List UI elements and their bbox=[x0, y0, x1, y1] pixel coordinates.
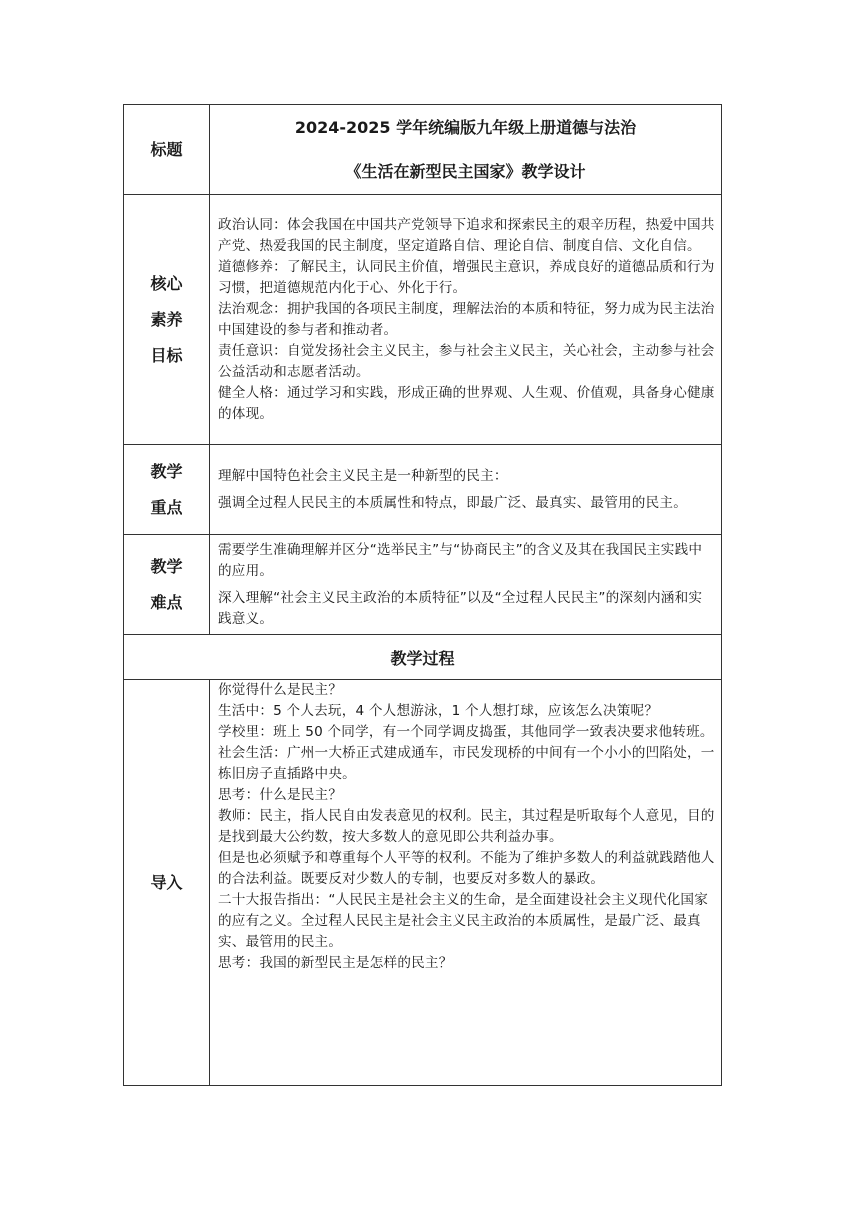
intro-think-1: 思考：什么是民主？ bbox=[218, 787, 343, 803]
title-line-1: 2024-2025 学年统编版九年级上册道德与法治 bbox=[294, 117, 637, 137]
intro-school-example: 学校里：班上 50 个同学，有一个同学调皮捣蛋，其他同学一致表决要求他转班。 bbox=[218, 724, 714, 740]
title-row bbox=[124, 105, 722, 195]
goal-personality: 健全人格：通过学习和实践，形成正确的世界观、人生观、价值观，具备身心健康的体现。 bbox=[218, 384, 715, 422]
difficulties-row bbox=[124, 535, 722, 635]
goal-responsibility: 责任意识：自觉发扬社会主义民主，参与社会主义民主，关心社会，主动参与社会公益活动和志愿者活动。 bbox=[218, 342, 715, 380]
difficulties-label-2: 难点 bbox=[150, 592, 183, 612]
difficulty-2: 深入理解“社会主义民主政治的本质特征”以及“全过程人民民主”的深刻内涵和实践意义。 bbox=[218, 589, 703, 627]
goal-political: 政治认同：体会我国在中国共产党领导下追求和探索民主的艰辛历程，热爱中国共产党、热爱我国的民主制度，坚定道路自信、理论自信、制度自信、文化自信。 bbox=[218, 216, 715, 254]
title-label: 标题 bbox=[150, 139, 183, 159]
goal-moral: 道德修养：了解民主，认同民主价值，增强民主意识，养成良好的道德品质和行为习惯，把道德规范内化于心、外化于行。 bbox=[218, 258, 715, 296]
core-goals-label-3: 目标 bbox=[150, 345, 183, 365]
difficulty-1: 需要学生准确理解并区分“选举民主”与“协商民主”的含义及其在我国民主实践中的应用。 bbox=[218, 541, 703, 579]
intro-life-example: 生活中：5 个人去玩，4 个人想游泳，1 个人想打球，应该怎么决策呢？ bbox=[218, 703, 659, 719]
process-heading-row bbox=[124, 635, 722, 680]
key-points-row bbox=[124, 445, 722, 535]
intro-teacher: 教师：民主，指人民自由发表意见的权利。民主，其过程是听取每个人意见，目的是找到最大公约数，按大多数人的意见即公共利益办事。 bbox=[218, 808, 715, 845]
title-label-cell bbox=[124, 105, 210, 195]
difficulties-label-1: 教学 bbox=[150, 556, 183, 576]
intro-label: 导入 bbox=[150, 872, 183, 892]
key-points-label-cell bbox=[124, 445, 210, 535]
title-cell bbox=[210, 105, 722, 195]
core-goals-row bbox=[124, 195, 722, 445]
key-points-label-1: 教学 bbox=[150, 461, 183, 481]
core-goals-label-2: 素养 bbox=[150, 309, 183, 329]
intro-rights: 但是也必须赋予和尊重每个人平等的权利。不能为了维护多数人的利益就践踏他人的合法利益。既要反对少数人的专制，也要反对多数人的暴政。 bbox=[218, 850, 715, 887]
process-heading: 教学过程 bbox=[124, 635, 722, 680]
difficulties-content bbox=[210, 535, 722, 635]
intro-society-example: 社会生活：广州一大桥正式建成通车，市民发现桥的中间有一个小小的凹陷处，一栋旧房子直插路中央。 bbox=[218, 745, 715, 782]
core-goals-label-cell bbox=[124, 195, 210, 445]
intro-question: 你觉得什么是民主？ bbox=[218, 682, 343, 698]
intro-think-2: 思考：我国的新型民主是怎样的民主？ bbox=[218, 955, 453, 971]
core-goals-label-1: 核心 bbox=[150, 273, 183, 293]
difficulties-label-cell bbox=[124, 535, 210, 635]
key-point-2: 强调全过程人民民主的本质属性和特点，即最广泛、最真实、最管用的民主。 bbox=[218, 494, 687, 511]
intro-content bbox=[210, 680, 722, 1086]
key-points-content bbox=[210, 445, 722, 535]
intro-row bbox=[124, 680, 722, 1086]
title-line-2: 《生活在新型民主国家》教学设计 bbox=[345, 161, 586, 181]
key-point-1: 理解中国特色社会主义民主是一种新型的民主： bbox=[218, 467, 508, 484]
key-points-label-2: 重点 bbox=[150, 497, 183, 517]
lesson-plan-table bbox=[123, 104, 722, 1086]
goal-law: 法治观念：拥护我国的各项民主制度，理解法治的本质和特征，努力成为民主法治中国建设的参与者和推动者。 bbox=[218, 300, 715, 338]
intro-label-cell bbox=[124, 680, 210, 1086]
core-goals-content bbox=[210, 195, 722, 445]
intro-report: 二十大报告指出：“人民民主是社会主义的生命，是全面建设社会主义现代化国家的应有之义。全过程人民民主是社会主义民主政治的本质属性，是最广泛、最真实、最管用的民主。 bbox=[218, 892, 709, 950]
